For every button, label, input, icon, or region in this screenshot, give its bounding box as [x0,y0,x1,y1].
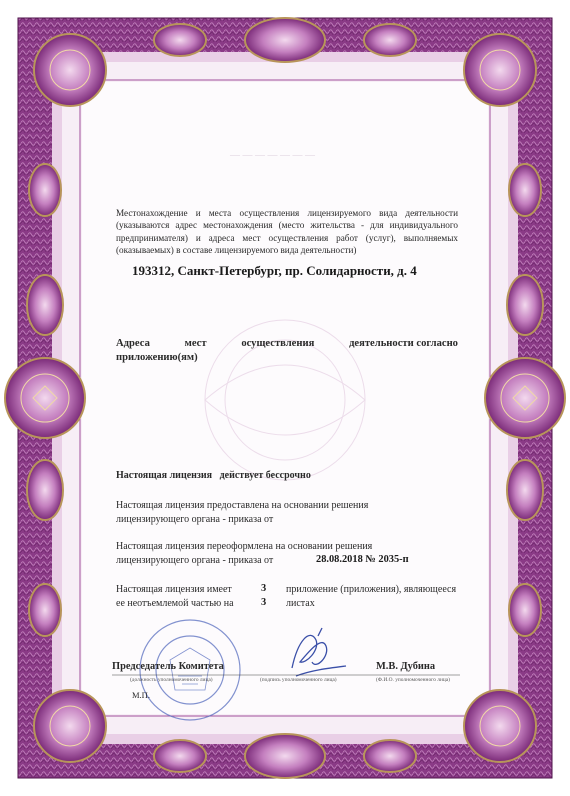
signatory-name: М.В. Дубина [376,661,436,672]
location-paragraph: Местонахождение и места осуществления лицензируемого вида деятельности (указываются адрес местонахождения (место жительства - для индивидуального предпринимателя) и адреса мест осуществления работ (услуг), выполняемых (оказываемых) в составе лицензируемого вида деятельности) [116,208,458,255]
validity-label: Настоящая лицензия [116,470,213,481]
granted-line-1: Настоящая лицензия предоставлена на основании решения [116,500,369,511]
signatory-position: Председатель Комитета [112,661,224,672]
validity-line [116,470,311,481]
annex-count-suffix: приложение (приложения), являющееся [286,584,457,595]
reissued-order-date: 28.08.2018 № 2035-п [316,554,409,565]
annex-word-1: Адреса [116,338,150,349]
annex-line-2: приложению(ям) [116,352,198,363]
name-caption: (Ф.И.О. уполномоченного лица) [376,677,450,683]
annex-word-4: деятельности согласно [349,338,458,349]
annex-word-3: осуществления [241,338,315,349]
annex-word-2: мест [184,338,207,349]
validity-value: действует бессрочно [219,470,311,481]
annex-addresses-block [116,337,458,365]
annex-count: 3 [261,583,267,594]
signature-caption: (подпись уполномоченного лица) [260,677,337,683]
annex-count-prefix: Настоящая лицензия имеет [116,584,232,595]
sheets-suffix: листах [286,598,315,609]
sheets-count: 3 [261,597,267,608]
stamp-place: М.П. [132,690,150,700]
position-caption: (должность уполномоченного лица) [130,677,213,683]
reissued-line-2: лицензирующего органа - приказа от [116,555,274,566]
ghost-header-text: — — — — — — — [230,150,315,161]
sheets-prefix: ее неотъемлемой частью на [116,598,234,609]
reissued-line-1: Настоящая лицензия переоформлена на основании решения [116,541,373,552]
granted-line-2: лицензирующего органа - приказа от [116,514,274,525]
license-address: 193312, Санкт-Петербург, пр. Солидарности, д. 4 [132,263,417,278]
